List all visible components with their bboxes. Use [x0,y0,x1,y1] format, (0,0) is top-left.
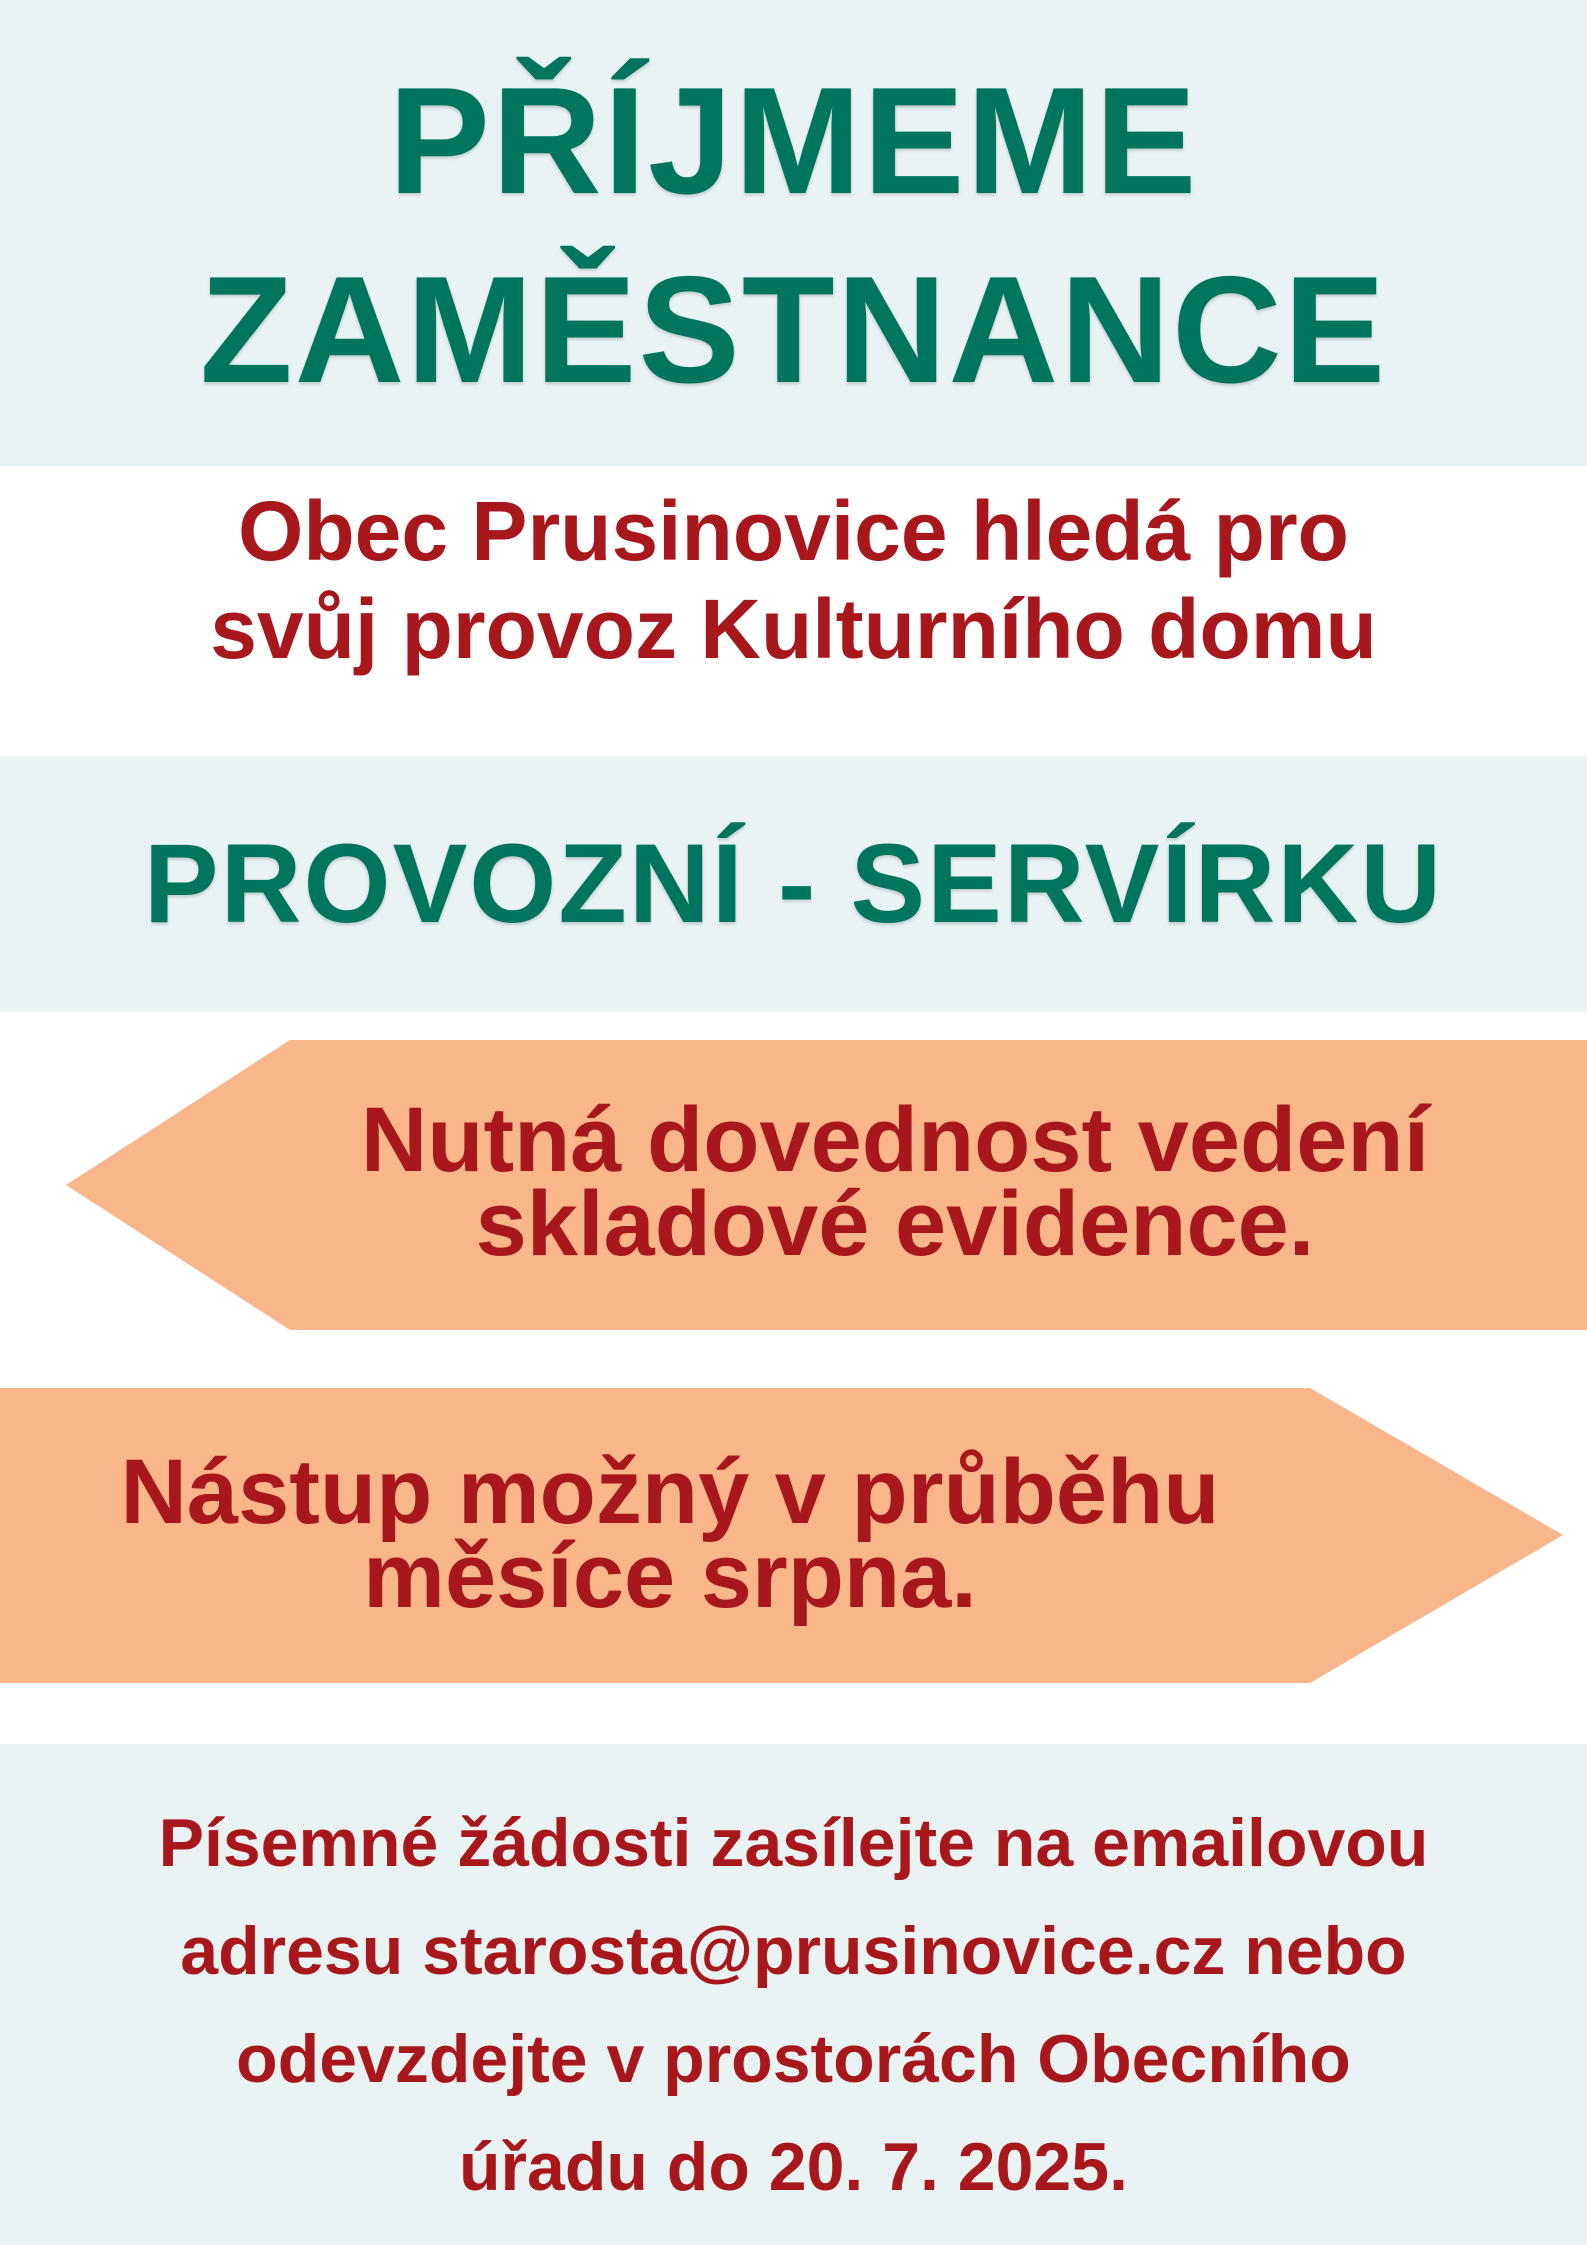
headline-line-2: ZAMĚSTNANCE [199,245,1388,415]
application-line-3: odevzdejte v prostorách Obecního [236,2021,1351,2097]
application-line-1: Písemné žádosti zasílejte na emailovou [158,1805,1429,1881]
skill-line-1: Nutná dovednost vedení [360,1089,1430,1191]
position-title: PROVOZNÍ - SERVÍRKU [143,821,1444,946]
application-line-4: úřadu do 20. 7. 2025. [459,2129,1128,2205]
skill-line-2: skladové evidence. [475,1173,1315,1275]
application-line-2: adresu starosta@prusinovice.cz nebo [180,1913,1407,1989]
headline-line-1: PŘÍJMEME [388,56,1199,226]
start-date-text [0,1441,1340,1627]
skill-requirement-text [230,1089,1560,1275]
intro-line-2: svůj provoz Kulturního domu [210,582,1377,676]
start-line-2: měsíce srpna. [363,1525,977,1627]
intro-line-1: Obec Prusinovice hledá pro [238,484,1349,578]
start-line-1: Nástup možný v průběhu [120,1441,1220,1543]
